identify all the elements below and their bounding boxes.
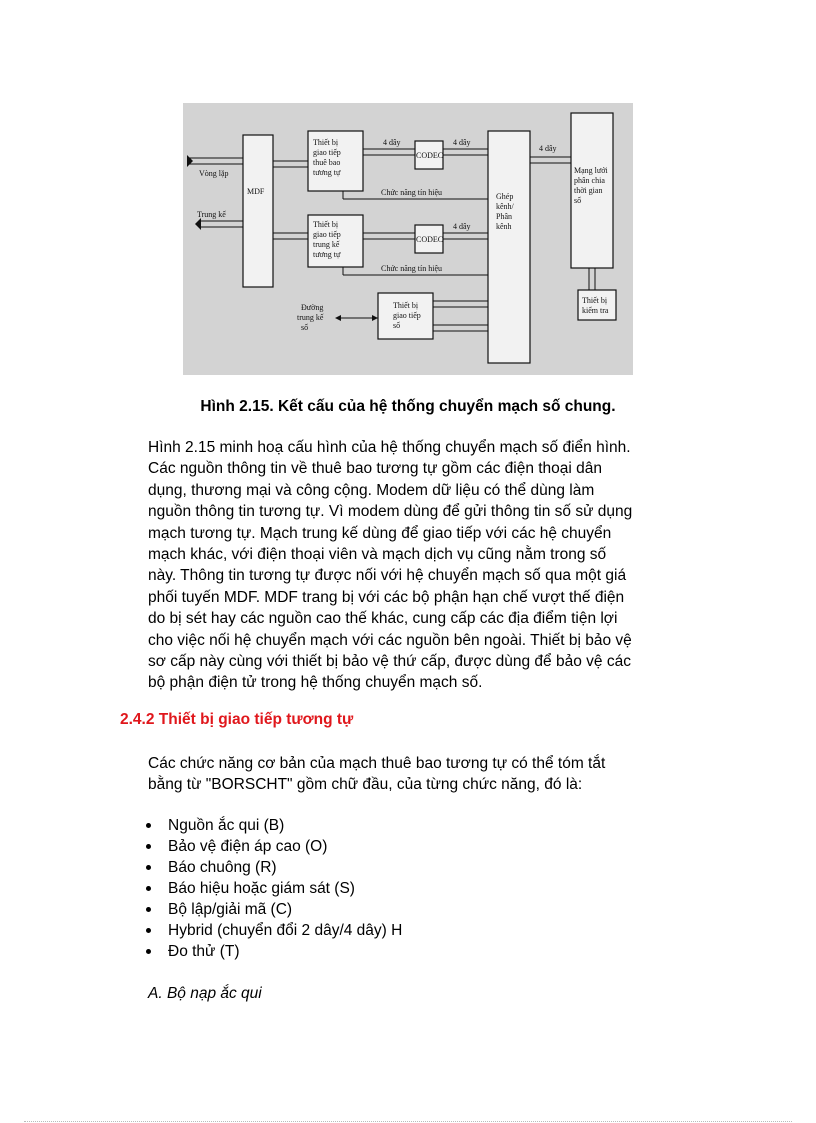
trunk-arrow xyxy=(195,218,201,230)
label-vong-lap: Vòng lặp xyxy=(199,169,229,178)
digital-trunk-arrow-right xyxy=(372,315,378,321)
paragraph-line: bộ phận điện tử trong hệ thống chuyển mạch số. xyxy=(148,674,483,692)
list-item-text: Bảo vệ điện áp cao (O) xyxy=(168,838,328,855)
label-chuc-nang-2: Chức năng tín hiệu xyxy=(381,264,442,273)
block-diagram xyxy=(183,103,633,375)
borscht-feature-list xyxy=(140,815,402,962)
paragraph-line: nguồn thông tin tương tự. Vì modem dùng để gửi thông tin số sử dụng xyxy=(148,503,633,521)
list-item-text: Báo hiệu hoặc giám sát (S) xyxy=(168,880,355,897)
list-item xyxy=(140,899,402,920)
bullet-icon xyxy=(146,865,151,870)
paragraph-line: cho việc nối hệ chuyển mạch với các nguồn bên ngoài. Thiết bị bảo vệ xyxy=(148,631,632,649)
label-codec-top: CODEC xyxy=(416,151,444,160)
paragraph-line: mạch tương tự. Mạch trung kế dùng để giao tiếp với các hệ chuyển xyxy=(148,524,612,542)
paragraph-line: mạch khác, với điện thoại viên và mạch dịch vụ cũng nằm trong số xyxy=(148,546,607,564)
intro-line: bằng từ "BORSCHT" gồm chữ đầu, của từng chức năng, đó là: xyxy=(148,776,583,794)
list-item xyxy=(140,920,402,941)
loop-arrow xyxy=(187,155,193,167)
list-item xyxy=(140,836,402,857)
list-item xyxy=(140,941,402,962)
body-paragraph xyxy=(148,437,708,694)
label-mang-4: số xyxy=(574,196,582,205)
label-tbgt-thuebao-2: giao tiếp xyxy=(313,148,341,157)
list-item-text: Đo thử (T) xyxy=(168,943,240,960)
subsection-heading: A. Bộ nạp ắc qui xyxy=(148,985,262,1002)
label-four-wire-1: 4 dây xyxy=(383,138,401,147)
label-ghep-3: Phân xyxy=(496,212,512,221)
list-item-text: Bộ lập/giải mã (C) xyxy=(168,901,293,918)
mux-demux-block xyxy=(488,131,530,363)
label-mang-2: phân chia xyxy=(574,176,605,185)
label-tbgt-so-3: số xyxy=(393,321,401,330)
test-equipment-block xyxy=(578,290,616,320)
label-duong-1: Đường xyxy=(301,303,324,312)
label-duong-2: trung kế xyxy=(297,313,324,322)
section-heading: 2.4.2 Thiết bị giao tiếp tương tự xyxy=(120,711,354,728)
label-chuc-nang-1: Chức năng tín hiệu xyxy=(381,188,442,197)
label-kiemtra-2: kiểm tra xyxy=(582,306,609,315)
list-item-text: Nguồn ắc qui (B) xyxy=(168,817,285,834)
bullet-icon xyxy=(146,949,151,954)
list-item xyxy=(140,857,402,878)
paragraph-line: sơ cấp này cùng với thiết bị bảo vệ thứ cấp, được dùng để bảo vệ các xyxy=(148,653,631,671)
bullet-icon xyxy=(146,844,151,849)
bullet-icon xyxy=(146,886,151,891)
bullet-icon xyxy=(146,907,151,912)
list-item xyxy=(140,878,402,899)
label-kiemtra-1: Thiết bị xyxy=(582,296,608,305)
label-trung-ke: Trung kế xyxy=(197,210,226,219)
label-duong-3: số xyxy=(301,323,309,332)
label-tbgt-trungke-4: tương tự xyxy=(313,250,341,259)
label-mang-1: Mạng lưới xyxy=(574,166,608,175)
label-tbgt-so-1: Thiết bị xyxy=(393,301,419,310)
paragraph-line: Các nguồn thông tin về thuê bao tương tự gồm các điện thoại dân xyxy=(148,460,603,478)
intro-paragraph xyxy=(148,753,708,796)
label-ghep-1: Ghép xyxy=(496,192,514,201)
bullet-icon xyxy=(146,823,151,828)
label-ghep-2: kênh/ xyxy=(496,202,514,211)
block-diagram-figure xyxy=(183,103,633,375)
label-four-wire-2: 4 dây xyxy=(453,138,471,147)
label-tbgt-trungke-2: giao tiếp xyxy=(313,230,341,239)
mdf-block xyxy=(243,135,273,287)
digital-trunk-arrow-left xyxy=(335,315,341,321)
label-four-wire-3: 4 dây xyxy=(453,222,471,231)
paragraph-line: dụng, thương mại và công cộng. Modem dữ liệu có thể dùng làm xyxy=(148,481,595,499)
paragraph-line: này. Thông tin tương tự được nối với hệ chuyển mạch số qua một giá xyxy=(148,567,627,585)
bullet-icon xyxy=(146,928,151,933)
paragraph-line: Hình 2.15 minh hoạ cấu hình của hệ thống chuyển mạch số điển hình. xyxy=(148,439,631,456)
label-tbgt-thuebao-4: tương tự xyxy=(313,168,341,177)
list-item xyxy=(140,815,402,836)
paragraph-line: do bị sét hay các nguồn cao thế khác, cung cấp các địa điểm tiện lợi xyxy=(148,610,618,628)
label-tbgt-trungke-3: trung kế xyxy=(313,240,340,249)
label-tbgt-so-2: giao tiếp xyxy=(393,311,421,320)
label-ghep-4: kênh xyxy=(496,222,512,231)
label-tbgt-thuebao-3: thuê bao xyxy=(313,158,341,167)
intro-line: Các chức năng cơ bản của mạch thuê bao tương tự có thể tóm tắt xyxy=(148,755,606,772)
figure-caption: Hình 2.15. Kết cấu của hệ thống chuyển mạch số chung. xyxy=(200,398,616,415)
label-codec-mid: CODEC xyxy=(416,235,444,244)
label-tbgt-thuebao-1: Thiết bị xyxy=(313,138,339,147)
label-mdf: MDF xyxy=(247,187,265,196)
list-item-text: Báo chuông (R) xyxy=(168,859,277,876)
label-four-wire-4: 4 dây xyxy=(539,144,557,153)
list-item-text: Hybrid (chuyển đổi 2 dây/4 dây) H xyxy=(168,922,403,939)
page-footer-divider xyxy=(24,1121,792,1122)
paragraph-line: phối tuyến MDF. MDF trang bị với các bộ phận hạn chế vượt thế điện xyxy=(148,588,625,606)
label-tbgt-trungke-1: Thiết bị xyxy=(313,220,339,229)
label-mang-3: thời gian xyxy=(574,186,603,195)
